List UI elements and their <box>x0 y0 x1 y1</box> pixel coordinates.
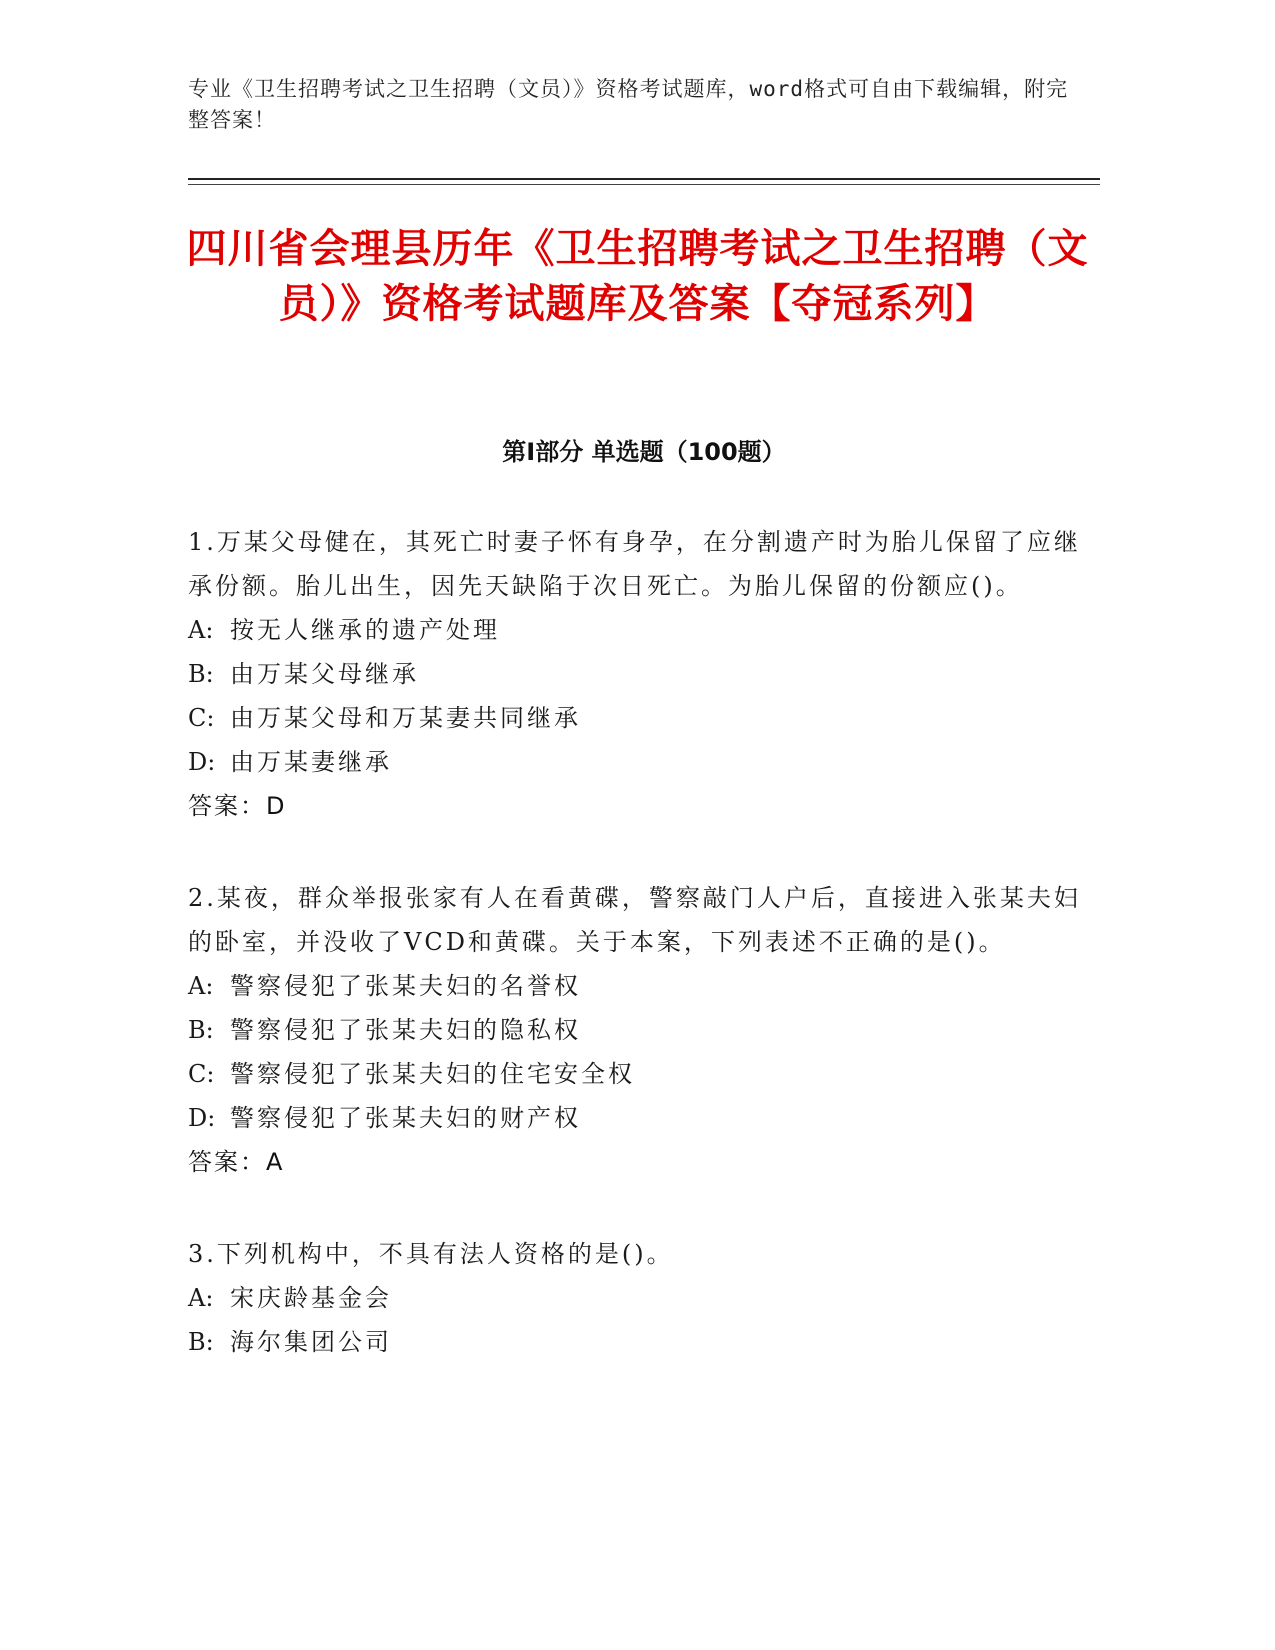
option-letter: D: <box>188 1104 216 1132</box>
option-a <box>188 608 1088 652</box>
option-text: 警察侵犯了张某夫妇的财产权 <box>230 1104 581 1132</box>
option-letter: A: <box>188 1284 214 1312</box>
question-1 <box>188 520 1088 828</box>
option-d <box>188 1096 1088 1140</box>
option-letter: C: <box>188 1060 215 1088</box>
question-3 <box>188 1232 1088 1364</box>
option-a <box>188 964 1088 1008</box>
option-text: 由万某父母继承 <box>230 660 419 688</box>
option-text: 由万某妻继承 <box>230 748 392 776</box>
question-list <box>188 520 1088 1364</box>
question-spacer <box>188 828 1088 876</box>
option-letter: A: <box>188 616 214 644</box>
header-note: 专业《卫生招聘考试之卫生招聘（文员）》资格考试题库，word格式可自由下载编辑，附完整答案！ <box>188 77 1069 132</box>
option-text: 警察侵犯了张某夫妇的住宅安全权 <box>230 1060 635 1088</box>
option-letter: B: <box>188 1328 214 1356</box>
option-letter: B: <box>188 1016 214 1044</box>
option-c <box>188 1052 1088 1096</box>
option-letter: A: <box>188 972 214 1000</box>
answer-line: 答案：D <box>188 792 287 820</box>
option-a <box>188 1276 1088 1320</box>
document-title: 四川省会理县历年《卫生招聘考试之卫生招聘（文员）》资格考试题库及答案【夺冠系列】 <box>186 226 1089 327</box>
option-b <box>188 1008 1088 1052</box>
question-2 <box>188 876 1088 1184</box>
option-letter: C: <box>188 704 215 732</box>
option-text: 海尔集团公司 <box>230 1328 392 1356</box>
section-heading: 第Ⅰ部分 单选题（100题） <box>502 438 786 466</box>
option-letter: B: <box>188 660 214 688</box>
question-spacer <box>188 1184 1088 1232</box>
option-b <box>188 652 1088 696</box>
option-text: 警察侵犯了张某夫妇的名誉权 <box>230 972 581 1000</box>
option-letter: D: <box>188 748 216 776</box>
question-stem: 2.某夜，群众举报张家有人在看黄碟，警察敲门人户后，直接进入张某夫妇的卧室，并没收了VCD和黄碟。关于本案，下列表述不正确的是()。 <box>188 884 1081 956</box>
option-c <box>188 696 1088 740</box>
question-stem: 1.万某父母健在，其死亡时妻子怀有身孕，在分割遗产时为胎儿保留了应继承份额。胎儿出生，因先天缺陷于次日死亡。为胎儿保留的份额应()。 <box>188 528 1081 600</box>
option-text: 警察侵犯了张某夫妇的隐私权 <box>230 1016 581 1044</box>
option-b <box>188 1320 1088 1364</box>
answer-line: 答案：A <box>188 1148 285 1176</box>
question-stem: 3.下列机构中，不具有法人资格的是()。 <box>188 1240 674 1268</box>
option-d <box>188 740 1088 784</box>
option-text: 按无人继承的遗产处理 <box>230 616 500 644</box>
header-rule-thick <box>188 178 1100 180</box>
header-rule-thin <box>188 184 1100 185</box>
option-text: 宋庆龄基金会 <box>230 1284 392 1312</box>
option-text: 由万某父母和万某妻共同继承 <box>230 704 581 732</box>
